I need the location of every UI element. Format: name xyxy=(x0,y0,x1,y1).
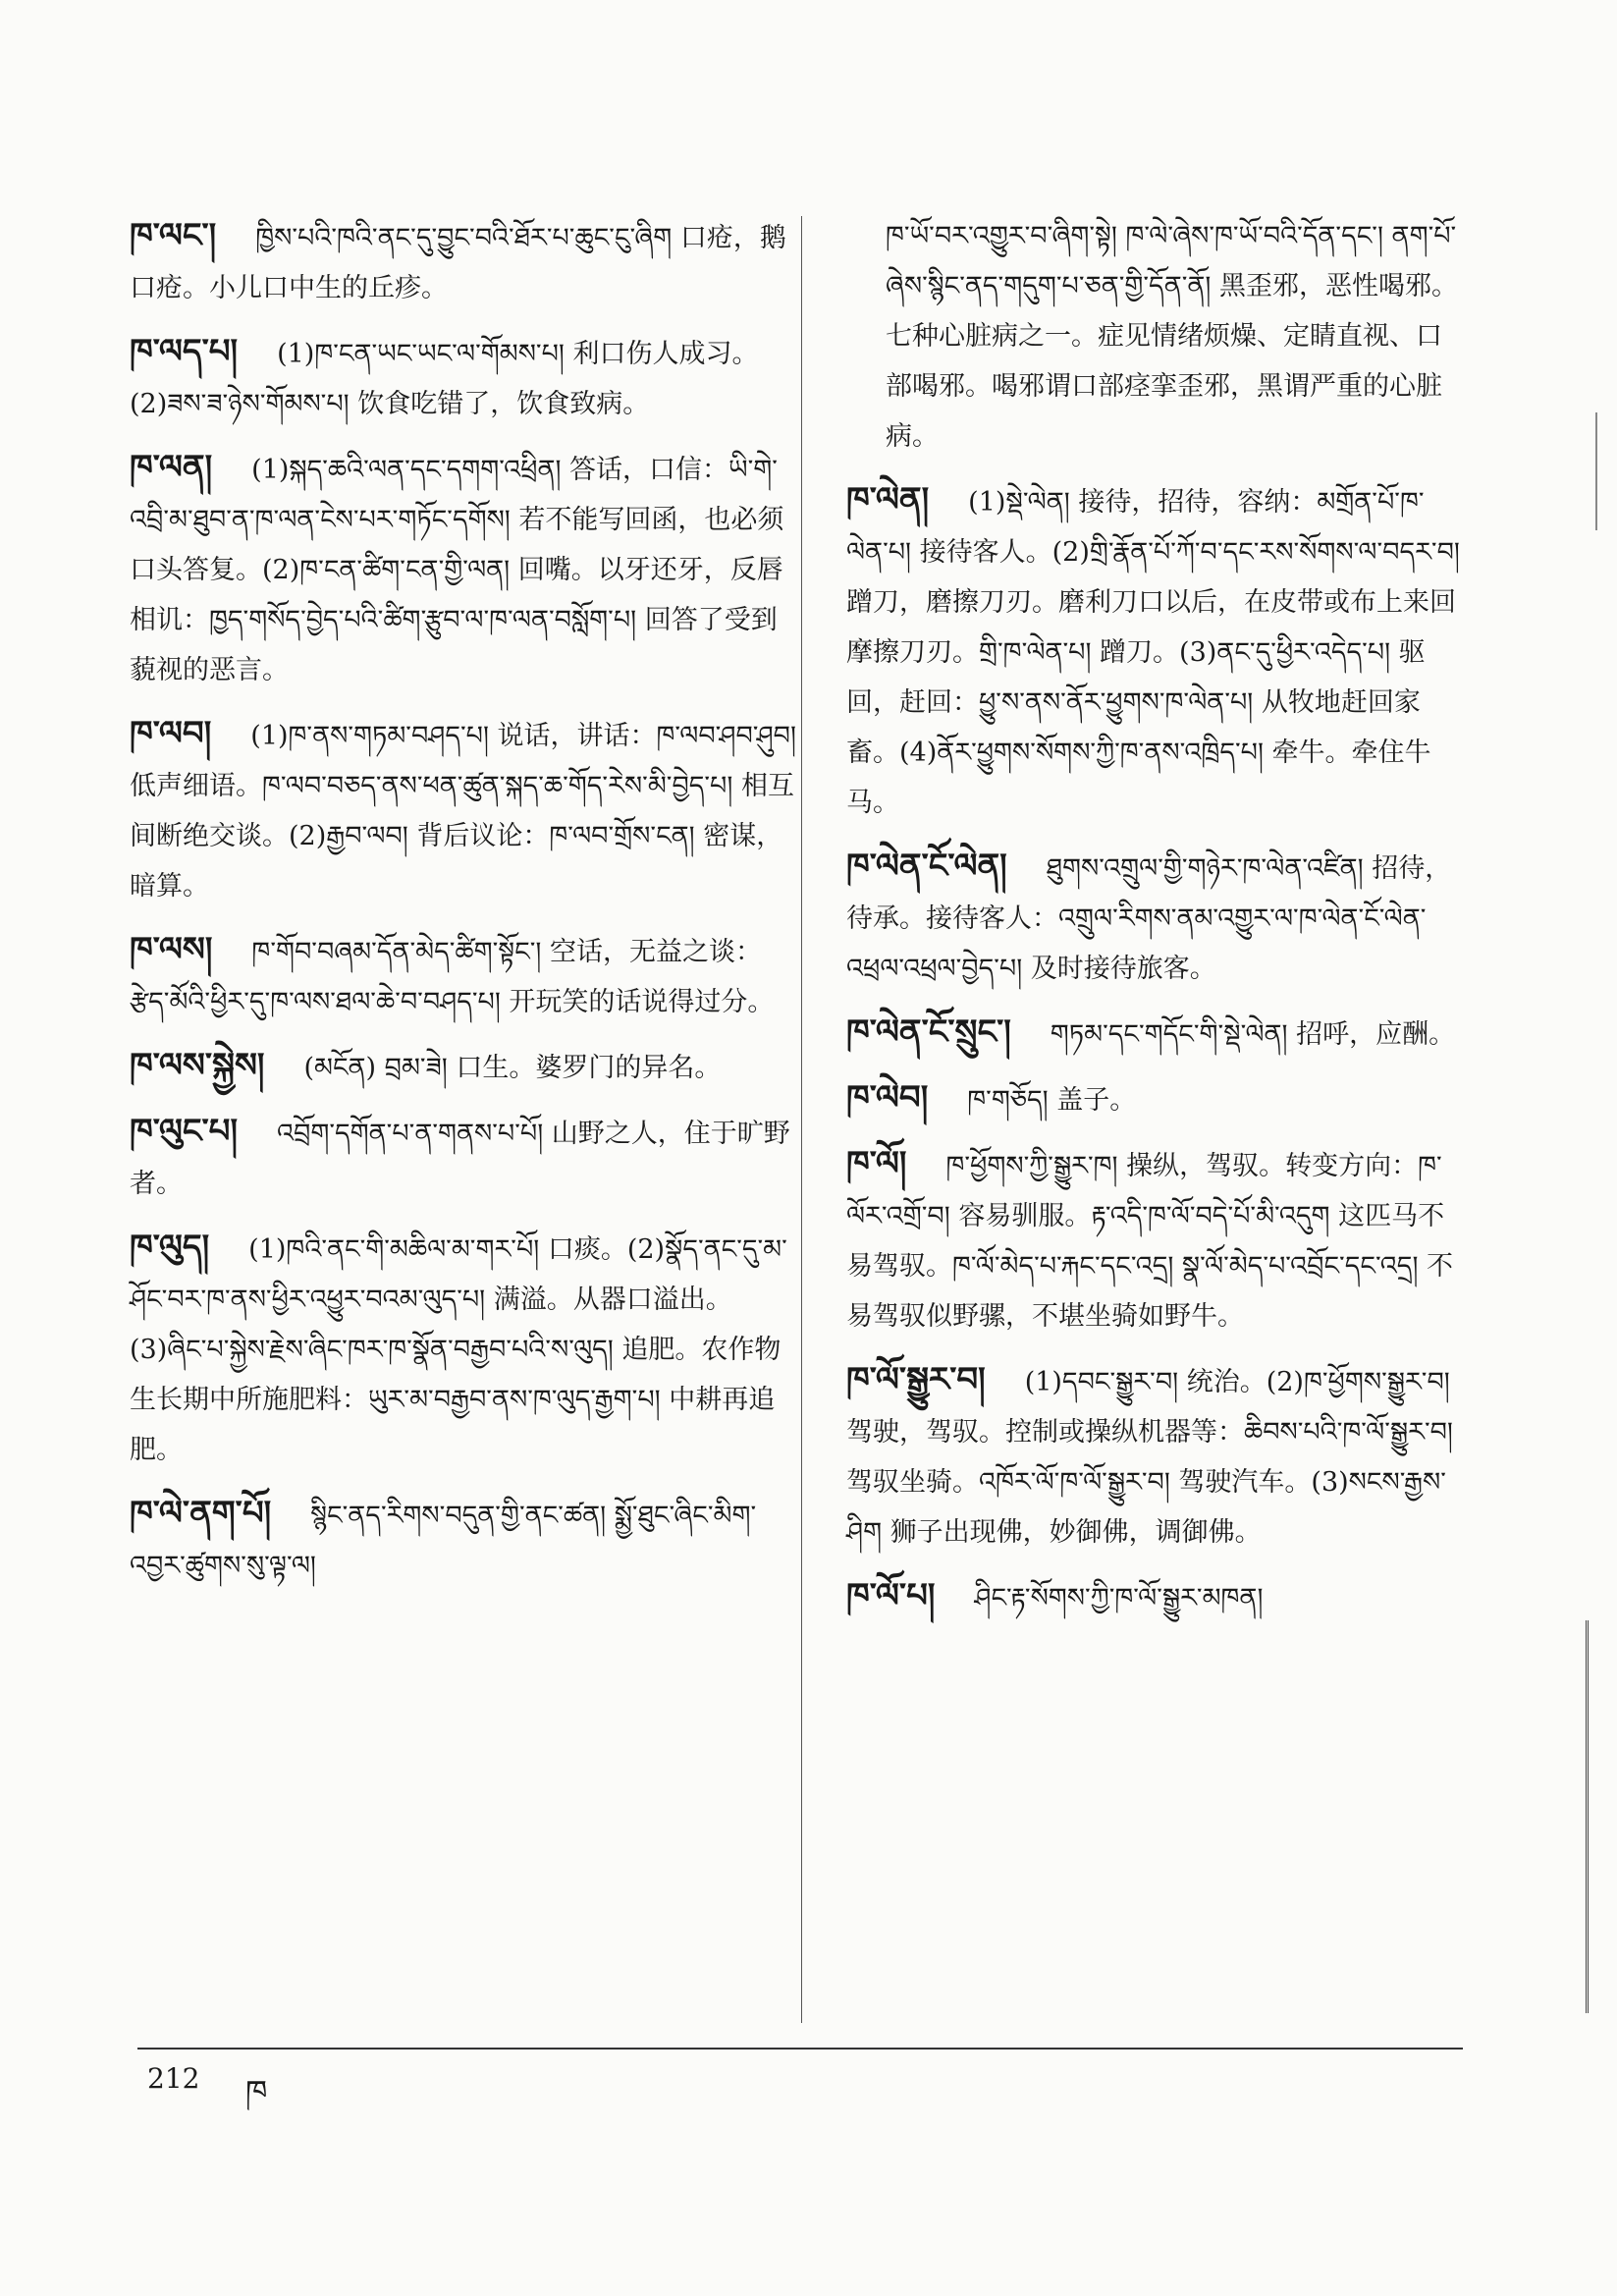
dictionary-entry xyxy=(846,1008,1465,1060)
right-column xyxy=(846,211,1465,1637)
entry-headword: ཁ་ལོ། xyxy=(846,1144,907,1183)
entry-definition: ཁ་ཡོ་བར་འགྱུར་བ་ཞིག་སྟེ། ཁ་ལེ་ཞེས་ཁ་ཡོ་བའི་དོན་དང་། ནག་པོ་ཞེས་སྙིང་ནད་གདུག་པ་ཅན་གྱི་དོན་ནོ། 黑歪邪，恶性喝邪。七种心脏病之一。症见情绪烦燥、定睛直视、口部喝邪。喝邪谓口部痉挛歪邪，黑谓严重的心脏病。 xyxy=(886,221,1458,452)
page-number: 212 xyxy=(147,2062,200,2095)
entry-definition: (1)དབང་སྒྱུར་བ། 统治。(2)ཁ་ཕྱོགས་སྒྱུར་བ། 驾驶，驾驭。控制或操纵机器等：ཆིབས་པའི་ཁ་ལོ་སྒྱུར་བ། 驾驭坐骑。འཁོར་ལོ་ཁ་ལོ་སྒྱུར་བ། 驾驶汽车。(3)སངས་རྒྱས་ཤིག 狮子出现佛，妙御佛，调御佛。 xyxy=(846,1367,1453,1548)
entry-definition: (1)ཁ་ངན་ཡང་ཡང་ལ་གོམས་པ། 利口伤人成习。(2)ཟས་ཟ་ཉེས་གོམས་པ། 饮食吃错了，饮食致病。 xyxy=(130,339,759,419)
dictionary-entry xyxy=(846,475,1465,828)
entry-definition: (1)ཁ་ནས་གཏམ་བཤད་པ། 说话，讲话：ཁ་ལབ་ཤབ་ཤུབ། 低声细语。ཁ་ལབ་བཅད་ནས་ཕན་ཚུན་སྐད་ཆ་གོད་རེས་མི་བྱེད་པ། 相互间断绝交谈。(2)རྒྱབ་ལབ། 背后议论：ཁ་ལབ་གྲོས་ངན། 密谋，暗算。 xyxy=(130,721,796,902)
dictionary-entry xyxy=(130,925,797,1027)
entry-definition: ཁྱིས་པའི་ཁའི་ནང་དུ་བྱུང་བའི་ཐོར་པ་ཆུང་ངུ་ཞིག 口疮，鹅口疮。小儿口中生的丘疹。 xyxy=(130,223,786,303)
dictionary-entry xyxy=(130,327,797,429)
entry-definition: (མངོན) བྲམ་ཟེ། 口生。婆罗门的异名。 xyxy=(303,1053,722,1083)
entry-definition: སྙིང་ནད་རིགས་བདུན་གྱི་ནང་ཚན། སྨྱོ་ཐུང་ཞིང་མིག་འབྱར་ཚུགས་སུ་ལྟ་ལ། xyxy=(130,1501,757,1581)
entry-definition: (1)སྐད་ཆའི་ལན་དང་དགག་འཕྲིན། 答话，口信：ཡི་གེ་འབྲི་མ་ཐུབ་ན་ཁ་ལན་ངེས་པར་གཏོང་དགོས། 若不能写回函，也必须口头答复。(2)ཁ་ངན་ཚིག་ངན་གྱི་ལན། 回嘴。以牙还牙，反唇相讥：ཁྱད་གསོད་བྱེད་པའི་ཚིག་རྩུབ་ལ་ཁ་ལན་བསློག་པ། 回答了受到藐视的恶言。 xyxy=(130,455,784,685)
entry-headword: ཁ་ལེ་ནག་པོ། xyxy=(130,1494,272,1533)
entry-headword: ཁ་ལུད། xyxy=(130,1228,210,1267)
entry-headword: ཁ་ལན། xyxy=(130,448,213,487)
entry-definition: འབྲོག་དགོན་པ་ན་གནས་པ་པོ། 山野之人，住于旷野者。 xyxy=(130,1119,790,1199)
footer-rule xyxy=(137,2048,1463,2050)
entry-headword: ཁ་ལོ་སྒྱུར་བ། xyxy=(846,1360,986,1399)
entry-headword: ཁ་ལད་པ། xyxy=(130,332,239,371)
left-column xyxy=(130,211,797,1605)
running-head: ཁ xyxy=(245,2073,268,2110)
entry-definition: (1)ཁའི་ནང་གི་མཆིལ་མ་གར་པོ། 口痰。(2)སྣོད་ནང་དུ་མ་ཤོང་བར་ཁ་ནས་ཕྱིར་འཕྱུར་བའམ་ལུད་པ། 满溢。从器口溢出。(3)ཞིང་པ་སྐྱེས་རྗེས་ཞིང་ཁར་ཁ་སྣོན་བརྒྱབ་པའི་ས་ལུད། 追肥。农作物生长期中所施肥料：ཡུར་མ་བརྒྱབ་ནས་ཁ་ལུད་རྒྱག་པ། 中耕再追肥。 xyxy=(130,1234,787,1465)
entry-headword: ཁ་ལས། xyxy=(130,930,213,969)
dictionary-entry xyxy=(846,1073,1465,1125)
entry-headword: ཁ་ལེབ། xyxy=(846,1078,929,1118)
entry-headword: ཁ་ལོ་པ། xyxy=(846,1576,936,1615)
entry-headword: ཁ་ལབ། xyxy=(130,714,212,753)
entry-headword: ཁ་ལེན། xyxy=(846,480,930,519)
dictionary-entry xyxy=(130,1107,797,1209)
dictionary-entry xyxy=(130,443,797,695)
entry-definition: ཁ་གོབ་བཞམ་དོན་མེད་ཚིག་སྟོང་། 空话，无益之谈：རྩེད་མོའི་ཕྱིར་དུ་ཁ་ལས་ཐལ་ཆེ་བ་བཤད་པ། 开玩笑的话说得过分。 xyxy=(130,937,775,1017)
dictionary-entry xyxy=(846,842,1465,994)
dictionary-entry xyxy=(130,709,797,911)
dictionary-entry xyxy=(846,211,1465,462)
entry-definition: ཐུགས་འགྲུལ་གྱི་གཉེར་ཁ་ལེན་འཛིན། 招待，待承。接待客人：འགྲུལ་རིགས་ནམ་འགྱུར་ལ་ཁ་ལེན་ངོ་ལེན་འཕྲལ་འཕྲལ་བྱེད་པ། 及时接待旅客。 xyxy=(846,853,1452,984)
dictionary-entry xyxy=(130,1223,797,1475)
dictionary-entry xyxy=(130,1041,797,1093)
dictionary-entry xyxy=(846,1139,1465,1341)
entry-headword: ཁ་ལང་། xyxy=(130,216,217,255)
entry-definition: ཁ་ཕྱོགས་ཀྱི་སྒྱུར་ཁ། 操纵，驾驭。转变方向：ཁ་ལོར་འགྲོ་བ། 容易驯服。རྟ་འདི་ཁ་ལོ་བདེ་པོ་མི་འདུག 这匹马不易驾驭。ཁ་ལོ་མེད་པ་རྐང་དང་འདྲ། སྣ་ལོ་མེད་པ་འབྲོང་དང་འདྲ། 不易驾驭似野骡，不堪坐骑如野牛。 xyxy=(846,1151,1454,1332)
entry-headword: ཁ་ལས་སྐྱེས། xyxy=(130,1046,265,1085)
entry-headword: ཁ་ལེན་ངོ་སྲུང་། xyxy=(846,1012,1011,1052)
edge-mark xyxy=(1586,1620,1598,2013)
entry-definition: ཤིང་རྟ་སོགས་ཀྱི་ཁ་ལོ་སྒྱུར་མཁན། xyxy=(974,1583,1264,1613)
entry-definition: (1)སྡེ་ལེན། 接待，招待，容纳：མགྲོན་པོ་ཁ་ལེན་པ། 接待客人。(2)གྲི་རྣོན་པོ་ཀོ་བ་དང་རས་སོགས་ལ་བདར་བ། 蹭刀，磨擦刀刃。磨利刀口以后，在皮带或布上来回摩擦刀刃。གྲི་ཁ་ལེན་པ། 蹭刀。(3)ནང་དུ་ཕྱིར་འདེད་པ། 驱回，赶回：ཕྱུ་ས་ནས་ནོར་ཕྱུགས་ཁ་ལེན་པ། 从牧地赶回家畜。(4)ནོར་ཕྱུགས་སོགས་ཀྱི་ཁ་ནས་འཁྲིད་པ། 牵牛。牵住牛马。 xyxy=(846,487,1460,818)
edge-mark-top xyxy=(1595,412,1611,530)
dictionary-entry xyxy=(846,1355,1465,1558)
dictionary-entry xyxy=(846,1571,1465,1623)
dictionary-entry xyxy=(130,1489,797,1591)
entry-headword: ཁ་ལེན་ངོ་ལེན། xyxy=(846,847,1007,886)
column-divider xyxy=(801,216,802,2023)
entry-definition: གཏམ་དང་གདོང་གི་སྡེ་ལེན། 招呼，应酬。 xyxy=(1050,1019,1456,1050)
entry-definition: ཁ་གཅོད། 盖子。 xyxy=(967,1085,1137,1116)
dictionary-entry xyxy=(130,211,797,313)
entry-headword: ཁ་ལུང་པ། xyxy=(130,1112,239,1151)
